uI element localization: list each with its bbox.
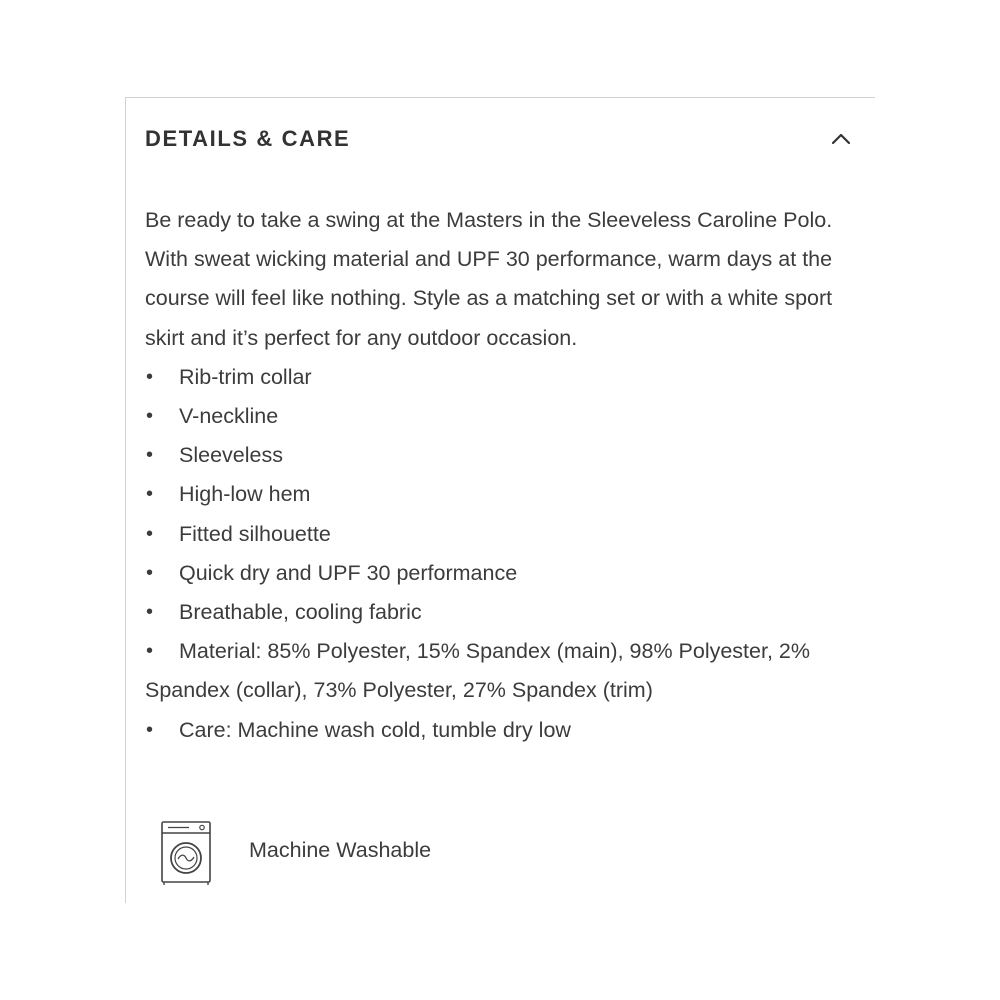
bullet-icon: • [146,365,154,388]
details-care-header[interactable] [126,98,875,182]
list-item: • Care: Machine wash cold, tumble dry low [145,711,860,750]
washing-machine-icon [159,818,215,891]
bullet-icon: • [146,483,154,506]
list-item: • Breathable, cooling fabric [145,593,860,632]
bullet-icon: • [146,640,154,663]
list-item: • High-low hem [145,475,860,514]
bullet-icon: • [146,522,154,545]
details-content [145,201,860,750]
bullet-icon: • [146,561,154,584]
list-item: • Rib-trim collar [145,358,860,397]
details-care-panel [125,97,875,903]
bullet-icon: • [146,444,154,467]
bullet-icon: • [146,718,154,741]
feature-list [145,358,860,750]
list-item: • Material: 85% Polyester, 15% Spandex (main), 98% Polyester, 2% Spandex (collar), 73% Polyester, 27% Spandex (trim) [145,632,860,710]
section-title: DETAILS & CARE [145,126,351,151]
list-item: • Quick dry and UPF 30 performance [145,554,860,593]
list-item: • Sleeveless [145,436,860,475]
chevron-up-icon[interactable] [826,124,856,154]
bullet-icon: • [146,601,154,624]
bullet-icon: • [146,405,154,428]
care-badge [159,818,559,888]
product-description: Be ready to take a swing at the Masters in the Sleeveless Caroline Polo. With sweat wicking material and UPF 30 performance, warm days at the course will feel like nothing. Style as a matching set or with a white sport skirt and it’s perfect for any outdoor occasion. [145,208,833,350]
list-item: • Fitted silhouette [145,515,860,554]
machine-washable-label: Machine Washable [249,838,432,862]
list-item: • V-neckline [145,397,860,436]
